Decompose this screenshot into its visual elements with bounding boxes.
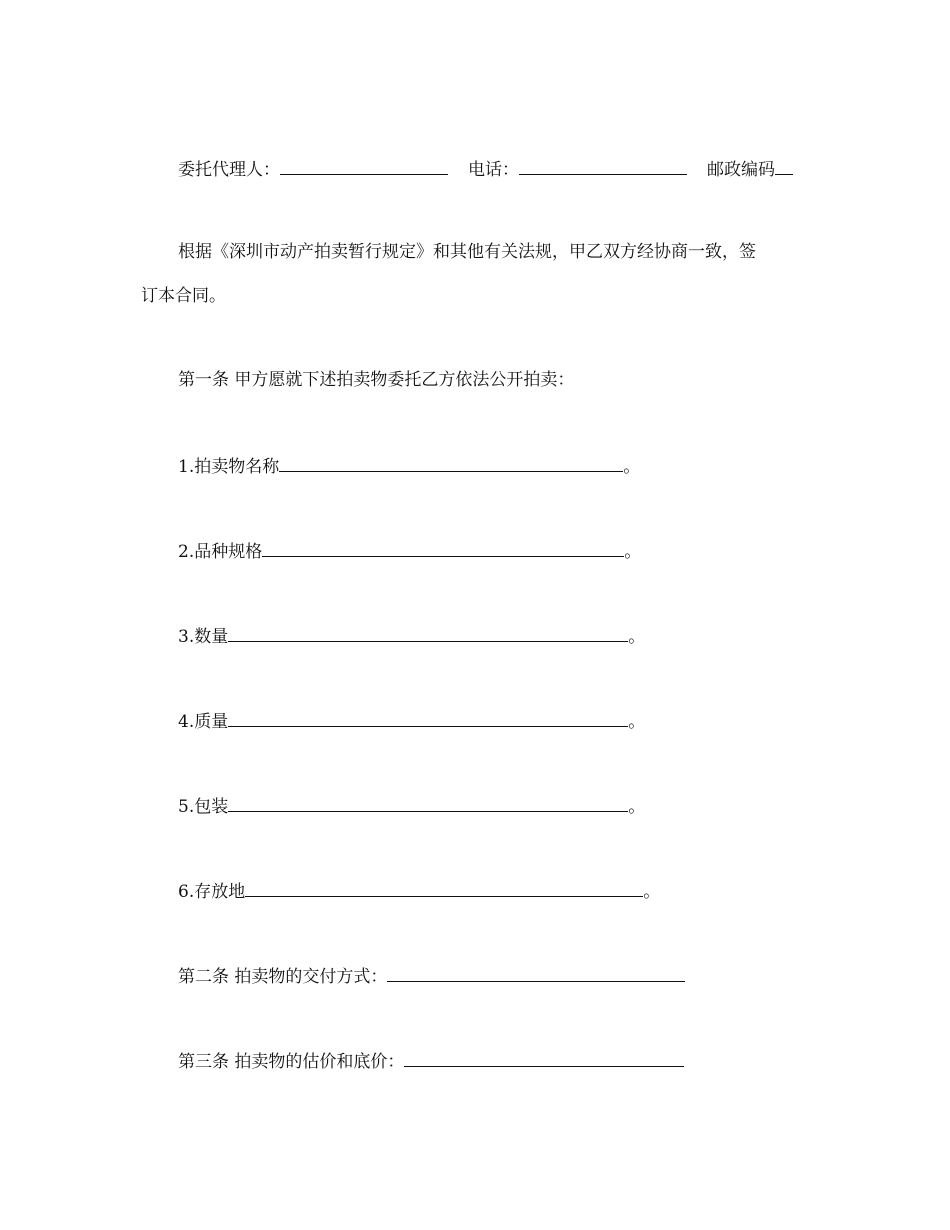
- item-quality: [178, 709, 645, 731]
- item-label: 3.数量: [178, 627, 229, 647]
- phone-blank[interactable]: [519, 157, 687, 175]
- item-blank[interactable]: [228, 794, 628, 812]
- postcode-blank[interactable]: [775, 157, 793, 175]
- item-end: 。: [628, 627, 646, 647]
- article-1-title: 第一条 甲方愿就下述拍卖物委托乙方依法公开拍卖：: [178, 370, 575, 390]
- agent-name-blank[interactable]: [280, 157, 448, 175]
- item-end: 。: [643, 882, 661, 902]
- item-quantity: [178, 624, 645, 646]
- item-end: 。: [624, 542, 642, 562]
- item-end: 。: [628, 712, 646, 732]
- item-label: 2.品种规格: [178, 542, 263, 562]
- item-label: 1.拍卖物名称: [178, 457, 280, 477]
- preamble-line-2: 订本合同。: [141, 286, 226, 306]
- item-packaging: [178, 794, 645, 816]
- article-3: [178, 1049, 684, 1071]
- delivery-method-blank[interactable]: [387, 964, 685, 982]
- article-2: [178, 964, 685, 986]
- item-blank[interactable]: [262, 539, 624, 557]
- valuation-reserve-price-blank[interactable]: [404, 1049, 684, 1067]
- agent-label: 委托代理人：: [178, 160, 280, 180]
- item-label: 4.质量: [178, 712, 229, 732]
- phone-label: 电话：: [468, 160, 519, 180]
- item-label: 6.存放地: [178, 882, 246, 902]
- item-blank[interactable]: [228, 624, 628, 642]
- item-label: 5.包装: [178, 797, 229, 817]
- postcode-label: 邮政编码: [707, 160, 775, 180]
- item-end: 。: [628, 797, 646, 817]
- item-blank[interactable]: [245, 879, 643, 897]
- item-storage-location: [178, 879, 660, 901]
- item-auction-name: [178, 454, 640, 476]
- preamble-line-1: 根据《深圳市动产拍卖暂行规定》和其他有关法规，甲乙双方经协商一致，签: [178, 242, 756, 262]
- article-3-title: 第三条 拍卖物的估价和底价：: [178, 1052, 405, 1072]
- item-blank[interactable]: [228, 709, 628, 727]
- item-blank[interactable]: [279, 454, 623, 472]
- item-variety-spec: [178, 539, 641, 561]
- item-end: 。: [623, 457, 641, 477]
- agent-contact-line: [178, 157, 793, 179]
- article-2-title: 第二条 拍卖物的交付方式：: [178, 967, 388, 987]
